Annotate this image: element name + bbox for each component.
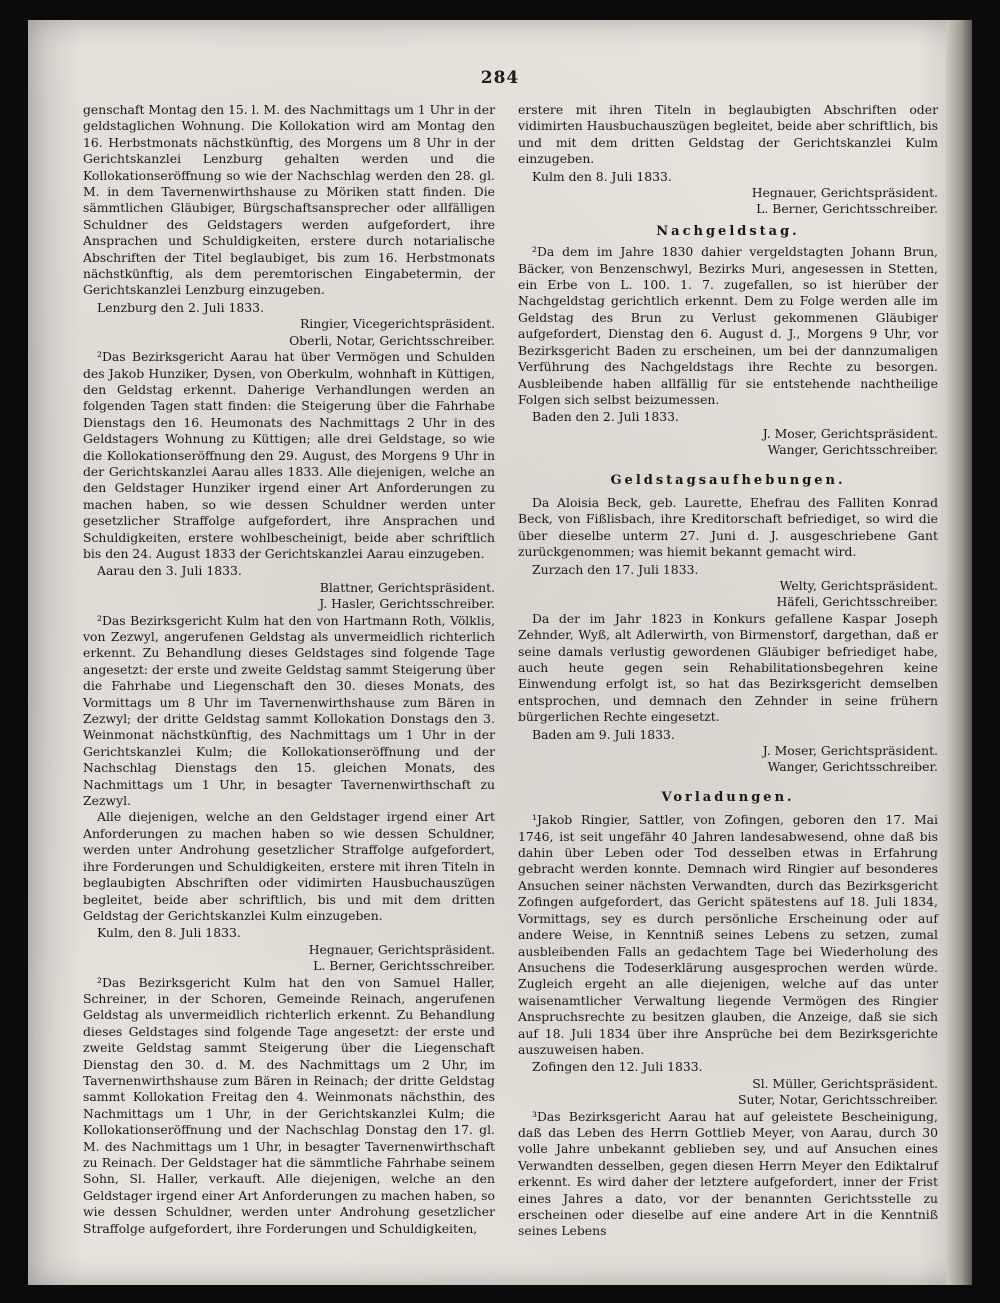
- notice-signature: Welty, Gerichtspräsident.: [779, 577, 938, 593]
- section-heading: Vorladungen.: [661, 789, 795, 805]
- notice-paragraph: genschaft Montag den 15. l. M. des Nachmittags um 1 Uhr in der geldstaglichen Wohnung. Die Kollokation wird am Montag den 16. Herbstmonats nächstkünftig, des Morgens um 8 Uhr in der Gerichtskanzlei Lenzburg gehalten werden und die Kollokationseröffnung so wie der Nachschlag werden den 28. gl. M. in dem Tavernenwirthshause zu Möriken statt finden. Die sämmtlichen Gläubiger, Bürgschaftsansprecher oder allfälligen Schuldner des Geldstagers werden aufgefordert, ihre Ansprachen und Schuldigkeiten, erstere durch notarialische Abschriften der Titel beglaubiget, bis zum 16. Herbstmonats nächstkünftig, als dem peremtorischen Eingabetermin, der Gerichtskanzlei Lenzburg einzugeben.: [83, 102, 495, 298]
- notice-signature: Blattner, Gerichtspräsident.: [319, 579, 495, 595]
- notice-paragraph: Da Aloisia Beck, geb. Laurette, Ehefrau des Falliten Konrad Beck, von Fißlisbach, ihre Kreditorschaft befriediget, so wird die über dieselbe unterm 27. Juni d. J. ausgeschriebene Gant zurückgenommen; was hiemit bekannt gemacht wird.: [518, 494, 938, 560]
- notice-dateline: Kulm, den 8. Juli 1833.: [97, 925, 241, 941]
- notice-paragraph: ³Das Bezirksgericht Aarau hat auf geleistete Bescheinigung, daß das Leben des Herrn Gottlieb Meyer, von Aarau, durch 30 volle Jahre unbekannt geblieben sey, und auf Ansuchen eines Verwandten desselben, gegen diesen Herrn Meyer den Ediktalruf erkennt. Es wird daher der letztere aufgefordert, inner der Frist eines Jahres a dato, vor der benannten Gerichtsstelle zu erscheinen oder dieselbe auf eine andere Art in die Kenntniß seines Lebens: [518, 1108, 938, 1239]
- notice-dateline: Lenzburg den 2. Juli 1833.: [97, 299, 265, 315]
- notice-dateline: Baden am 9. Juli 1833.: [532, 726, 675, 742]
- notice-signature: L. Berner, Gerichtsschreiber.: [756, 201, 938, 217]
- notice-paragraph: ¹Jakob Ringier, Sattler, von Zofingen, geboren den 17. Mai 1746, ist seit ungefähr 40 Jahren landesabwesend, ohne daß bis dahin über Leben oder Tod desselben etwas in Erfahrung gebracht werden konnte. Demnach wird Ringier auf besonderes Ansuchen seiner nächsten Verwandten, durch das Bezirksgericht Zofingen aufgefordert, das Gericht spätestens auf 18. Juli 1834, Vormittags, sey es durch persönliche Erscheinung oder auf andere Weise, in Kenntniß seines Lebens zu setzen, zumal ausbleibenden Falls an gedachtem Tage bei Wiederholung des Ansuchens die Todeserklärung ausgesprochen werden würde. Zugleich ergeht an alle diejenigen, welche auf das unter waisenamtlicher Verwaltung liegende Vermögen des Ringier Anspruchsrechte zu besitzen glauben, die Anzeige, daß sie sich auf 18. Juli 1834 über ihre Ansprüche bei dem Bezirksgerichte auszuweisen haben.: [518, 812, 938, 1057]
- notice-paragraph: Da der im Jahr 1823 in Konkurs gefallene Kaspar Joseph Zehnder, Wyß, alt Adlerwirth, von Birmenstorf, dargethan, daß er seine damals verlustig gewordenen Gläubiger befriediget habe, auch heute gegen sein Rehabilitationsbegehren keine Einwendung erfolgt ist, so hat das Bezirksgericht demselben entsprochen, und demnach den Zehnder in seine frühern bürgerlichen Rechte eingesetzt.: [518, 610, 938, 725]
- notice-signature: Häfeli, Gerichtsschreiber.: [776, 594, 938, 610]
- notice-paragraph: Alle diejenigen, welche an den Geldstager irgend einer Art Anforderungen zu machen haben so wie dessen Schuldner, werden unter Androhung gesetzlicher Straffolge aufgefordert, ihre Forderungen und Schuldigkeiten, erstere mit ihren Titeln in beglaubigten Abschriften oder vidimirten Hausbuchauszügen begleitet, beide aber schriftlich, bis und mit dem dritten Geldstag der Gerichtskanzlei Kulm einzugeben.: [83, 809, 495, 923]
- notice-dateline: Zurzach den 17. Juli 1833.: [532, 561, 699, 577]
- notice-signature: Hegnauer, Gerichtspräsident.: [751, 185, 938, 201]
- notice-paragraph: ²Das Bezirksgericht Kulm hat den von Samuel Haller, Schreiner, in der Schoren, Gemeinde Reinach, angerufenen Geldstag als unvermeidlich richterlich erkennt. Zu Behandlung dieses Geldstages sind folgende Tage angesetzt: der erste und zweite Geldstag sammt Steigerung über die Liegenschaft Dienstag den 30. d. M. des Nachmittags um 2 Uhr, im Tavernenwirthshause zum Bären in Reinach; der dritte Geldstag sammt Kollokation Freitag den 4. Weinmonats nächsthin, des Nachmittags um 1 Uhr, in der Gerichtskanzlei Kulm; die Kollokationseröffnung und der Nachschlag Donstag den 17. gl. M. des Nachmittags um 1 Uhr, in besagter Tavernenwirthschaft zu Reinach. Der Geldstager hat die sämmtliche Fahrhabe seinem Sohn, Sl. Haller, verkauft. Alle diejenigen, welche an den Geldstager irgend einer Art Anforderungen zu machen haben, so wie dessen Schuldner, werden unter Androhung gesetzlicher Straffolge aufgefordert, ihre Forderungen und Schuldigkeiten,: [83, 974, 495, 1236]
- section-heading: Nachgeldstag.: [656, 223, 800, 239]
- left-column: [83, 102, 495, 1237]
- notice-signature: L. Berner, Gerichtsschreiber.: [313, 958, 495, 974]
- notice-dateline: Aarau den 3. Juli 1833.: [97, 563, 242, 579]
- newspaper-page: [28, 20, 972, 1285]
- notice-paragraph: ²Da dem im Jahre 1830 dahier vergeldstagten Johann Brun, Bäcker, von Benzenschwyl, Bezirks Muri, angesessen in Stetten, ein Erbe von L. 100. 1. 7. zugefallen, so ist hierüber der Nachgeldstag gerichtlich erkennt. Dem zu Folge werden alle im Geldstag des Brun zu Verlust gekommenen Gläubiger aufgefordert, Dienstag den 6. August d. J., Morgens 9 Uhr, vor Bezirksgericht Baden zu erscheinen, um bei der dannzumaligen Verführung des Nachgeldstags ihre Rechte zu besorgen. Ausbleibende haben allfällig für sie entstehende nachtheilige Folgen sich selbst beizumessen.: [518, 244, 938, 407]
- notice-dateline: Kulm den 8. Juli 1833.: [532, 168, 672, 184]
- notice-signature: Suter, Notar, Gerichtsschreiber.: [738, 1092, 938, 1108]
- notice-paragraph: erstere mit ihren Titeln in beglaubigten Abschriften oder vidimirten Hausbuchauszügen begleitet, beide aber schriftlich, bis und mit dem dritten Geldstag der Gerichtskanzlei Kulm einzugeben.: [518, 102, 938, 167]
- page-spine-edge: [946, 20, 972, 1285]
- notice-dateline: Baden den 2. Juli 1833.: [532, 409, 679, 425]
- notice-paragraph: ²Das Bezirksgericht Aarau hat über Vermögen und Schulden des Jakob Hunziker, Dysen, von Oberkulm, wohnhaft in Küttigen, den Geldstag erkennt. Daherige Verhandlungen werden an folgenden Tagen statt finden: die Steigerung über die Fahrhabe Dienstags den 16. Heumonats des Nachmittags 2 Uhr in des Geldstagers Wohnung zu Küttigen; alle drei Geldstage, so wie die Kollokationseröffnung den 29. August, des Morgens 9 Uhr in der Gerichtskanzlei Aarau alles 1833. Alle diejenigen, welche an den Geldstager Hunziker irgend einer Art Anforderungen zu machen haben, so wie dessen Schuldner werden unter gesetzlicher Straffolge aufgefordert, ihre Ansprachen und Schuldigkeiten, erstere wohlbescheinigt, beide aber schriftlich bis den 24. August 1833 der Gerichtskanzlei Aarau einzugeben.: [83, 349, 495, 561]
- notice-signature: J. Moser, Gerichtspräsident.: [762, 743, 938, 759]
- notice-signature: Oberli, Notar, Gerichtsschreiber.: [289, 332, 495, 348]
- notice-dateline: Zofingen den 12. Juli 1833.: [532, 1059, 703, 1075]
- notice-signature: J. Hasler, Gerichtsschreiber.: [319, 596, 495, 612]
- notice-signature: Wanger, Gerichtsschreiber.: [767, 442, 938, 458]
- notice-signature: Wanger, Gerichtsschreiber.: [767, 759, 938, 775]
- page-number: 284: [480, 68, 520, 88]
- notice-signature: Hegnauer, Gerichtspräsident.: [308, 941, 495, 957]
- right-column: [518, 102, 938, 1240]
- notice-signature: J. Moser, Gerichtspräsident.: [762, 425, 938, 441]
- notice-signature: Ringier, Vicegerichtspräsident.: [299, 316, 495, 332]
- section-heading: Geldstagsaufhebungen.: [610, 472, 846, 488]
- notice-signature: Sl. Müller, Gerichtspräsident.: [752, 1075, 938, 1091]
- notice-paragraph: ²Das Bezirksgericht Kulm hat den von Hartmann Roth, Völklis, von Zezwyl, angerufenen Geldstag als unvermeidlich richterlich erkennt. Zu Behandlung dieses Geldstages sind folgende Tage angesetzt: der erste und zweite Geldstag sammt Steigerung über die Fahrhabe und Liegenschaft den 30. dieses Monats, des Vormittags um 8 Uhr im Tavernenwirthshause zum Bären in Zezwyl; der dritte Geldstag sammt Kollokation Donstags den 3. Weinmonat nächstkünftig, des Nachmittags um 1 Uhr in der Gerichtskanzlei Kulm; die Kollokationseröffnung und der Nachschlag Dienstags den 15. gleichen Monats, des Nachmittags um 1 Uhr, in besagter Tavernenwirthschaft zu Zezwyl.: [83, 612, 495, 809]
